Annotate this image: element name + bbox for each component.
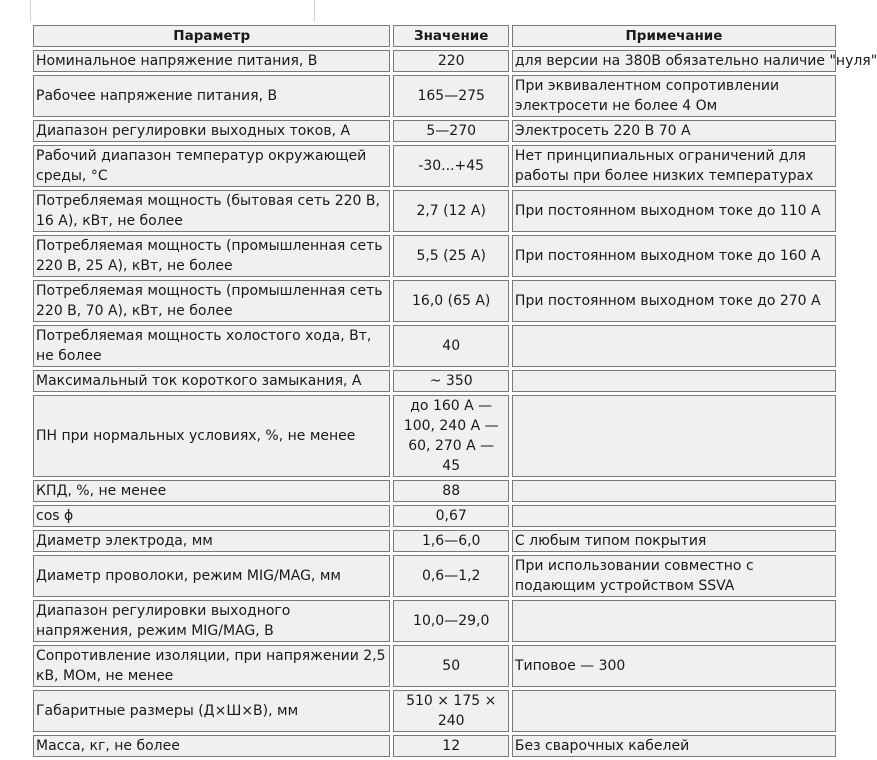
note-cell: Типовое — 300 bbox=[512, 645, 836, 687]
param-cell: Рабочий диапазон температур окружающей среды, °С bbox=[33, 145, 390, 187]
param-cell: Диаметр проволоки, режим MIG/MAG, мм bbox=[33, 555, 390, 597]
value-cell: 40 bbox=[393, 325, 508, 367]
header-value: Значение bbox=[393, 25, 508, 47]
table-body bbox=[33, 50, 877, 757]
note-cell: Нет принципиальных ограничений для работы при более низких температурах bbox=[512, 145, 836, 187]
value-cell: 2,7 (12 А) bbox=[393, 190, 508, 232]
value-cell: 165—275 bbox=[393, 75, 508, 117]
table-row bbox=[33, 280, 836, 322]
value-cell: 5—270 bbox=[393, 120, 508, 142]
specifications-table bbox=[30, 22, 877, 760]
value-cell: ~ 350 bbox=[393, 370, 508, 392]
param-cell: Потребляемая мощность (бытовая сеть 220 В, 16 А), кВт, не более bbox=[33, 190, 390, 232]
table-row bbox=[33, 555, 836, 597]
table-row bbox=[33, 145, 836, 187]
table-row bbox=[33, 395, 836, 477]
table-header bbox=[33, 25, 836, 47]
note-cell: При постоянном выходном токе до 110 А bbox=[512, 190, 836, 232]
note-cell bbox=[512, 395, 836, 477]
table-row bbox=[33, 480, 836, 502]
param-cell: cos ϕ bbox=[33, 505, 390, 527]
table-row bbox=[33, 370, 836, 392]
param-cell: Потребляемая мощность холостого хода, Вт, не более bbox=[33, 325, 390, 367]
value-cell: 220 bbox=[393, 50, 508, 72]
param-cell: ПН при нормальных условиях, %, не менее bbox=[33, 395, 390, 477]
value-cell: -30...+45 bbox=[393, 145, 508, 187]
value-cell: до 160 А — 100, 240 А — 60, 270 А — 45 bbox=[393, 395, 508, 477]
param-cell: Диаметр электрода, мм bbox=[33, 530, 390, 552]
table-row bbox=[33, 75, 836, 117]
param-cell: Масса, кг, не более bbox=[33, 735, 390, 757]
value-cell: 5,5 (25 А) bbox=[393, 235, 508, 277]
table-row bbox=[33, 530, 836, 552]
param-cell: Сопротивление изоляции, при напряжении 2,5 кВ, МОм, не менее bbox=[33, 645, 390, 687]
table-row bbox=[33, 600, 836, 642]
note-cell: С любым типом покрытия bbox=[512, 530, 836, 552]
param-cell: Потребляемая мощность (промышленная сеть 220 В, 25 А), кВт, не более bbox=[33, 235, 390, 277]
note-cell: При эквивалентном сопротивлении электросети не более 4 Ом bbox=[512, 75, 836, 117]
table-row bbox=[33, 735, 836, 757]
note-cell bbox=[512, 505, 836, 527]
value-cell: 0,67 bbox=[393, 505, 508, 527]
note-cell bbox=[512, 690, 836, 732]
header-row bbox=[33, 25, 836, 47]
value-cell: 510 × 175 × 240 bbox=[393, 690, 508, 732]
value-cell: 1,6—6,0 bbox=[393, 530, 508, 552]
note-cell: При использовании совместно с подающим устройством SSVA bbox=[512, 555, 836, 597]
value-cell: 50 bbox=[393, 645, 508, 687]
value-cell: 88 bbox=[393, 480, 508, 502]
param-cell: Номинальное напряжение питания, В bbox=[33, 50, 390, 72]
note-cell bbox=[512, 325, 836, 367]
note-cell bbox=[512, 480, 836, 502]
note-cell: При постоянном выходном токе до 160 А bbox=[512, 235, 836, 277]
note-cell: Без сварочных кабелей bbox=[512, 735, 836, 757]
param-cell: Диапазон регулировки выходного напряжения, режим MIG/MAG, В bbox=[33, 600, 390, 642]
table-row bbox=[33, 120, 836, 142]
param-cell: КПД, %, не менее bbox=[33, 480, 390, 502]
table-row bbox=[33, 690, 836, 732]
note-cell bbox=[512, 370, 836, 392]
param-cell: Потребляемая мощность (промышленная сеть 220 В, 70 А), кВт, не более bbox=[33, 280, 390, 322]
value-cell: 10,0—29,0 bbox=[393, 600, 508, 642]
table-row bbox=[33, 190, 836, 232]
top-frame-edge bbox=[30, 0, 315, 22]
note-cell bbox=[512, 600, 836, 642]
value-cell: 12 bbox=[393, 735, 508, 757]
table-row bbox=[33, 325, 836, 367]
table-row bbox=[33, 235, 836, 277]
header-param: Параметр bbox=[33, 25, 390, 47]
value-cell: 16,0 (65 А) bbox=[393, 280, 508, 322]
value-cell: 0,6—1,2 bbox=[393, 555, 508, 597]
param-cell: Рабочее напряжение питания, В bbox=[33, 75, 390, 117]
param-cell: Диапазон регулировки выходных токов, А bbox=[33, 120, 390, 142]
param-cell: Максимальный ток короткого замыкания, А bbox=[33, 370, 390, 392]
table-row bbox=[33, 645, 836, 687]
note-cell: При постоянном выходном токе до 270 А bbox=[512, 280, 836, 322]
header-note: Примечание bbox=[512, 25, 836, 47]
note-cell: для версии на 380В обязательно наличие "нуля" bbox=[512, 50, 836, 72]
table-row bbox=[33, 505, 836, 527]
param-cell: Габаритные размеры (Д×Ш×В), мм bbox=[33, 690, 390, 732]
table-row bbox=[33, 50, 836, 72]
note-cell: Электросеть 220 В 70 А bbox=[512, 120, 836, 142]
